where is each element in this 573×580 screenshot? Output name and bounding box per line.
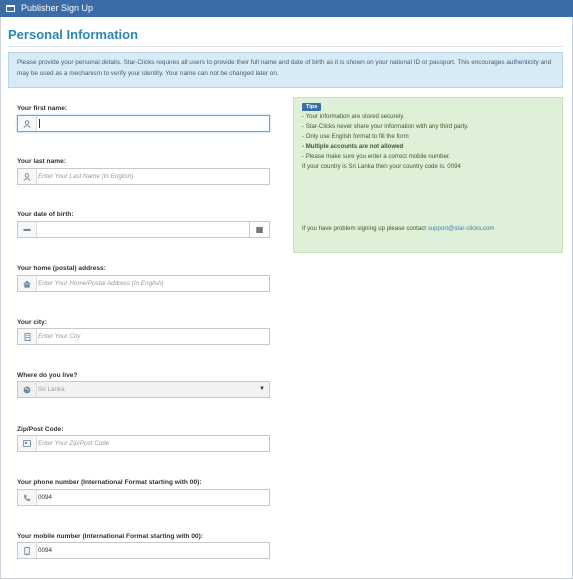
first-name-field[interactable]	[17, 115, 270, 132]
phone-field[interactable]	[17, 489, 270, 506]
city-input[interactable]: Enter Your City	[38, 333, 81, 340]
address-input[interactable]: Enter Your Home/Postal Address (In English)	[38, 280, 164, 287]
building-icon	[18, 329, 37, 344]
address-label: Your home (postal) address:	[17, 265, 106, 272]
page-title: Personal Information	[8, 27, 139, 42]
phone-label: Your phone number (International Format starting with 00):	[17, 479, 202, 486]
phone-input[interactable]: 0094	[38, 494, 53, 501]
tip-line: - Please make sure you enter a correct mobile number.	[302, 153, 451, 160]
first-name-label: Your first name:	[17, 105, 68, 112]
dob-label: Your date of birth:	[17, 211, 74, 218]
panel-titlebar	[0, 0, 573, 17]
mobile-field[interactable]	[17, 542, 270, 559]
zip-label: Zip/Post Code:	[17, 426, 64, 433]
contact-text: If you have problem signing up please contact	[302, 225, 428, 232]
tip-line: - Only use English format to fill the form	[302, 133, 409, 140]
calendar-picker-icon[interactable]: ▦	[249, 221, 270, 238]
country-select[interactable]	[17, 381, 270, 398]
dob-field[interactable]	[17, 221, 250, 238]
support-email-link[interactable]: support@star-clicks.com	[427, 225, 495, 232]
country-selected-value: Sri Lanka	[38, 386, 65, 393]
mobile-label: Your mobile number (International Format starting with 00):	[17, 533, 203, 540]
city-label: Your city:	[17, 319, 47, 326]
tip-line: - Your information are stored securely.	[302, 113, 405, 120]
id-card-icon	[18, 436, 37, 451]
address-field[interactable]	[17, 275, 270, 292]
divider	[8, 46, 564, 47]
dob-input[interactable]	[38, 222, 247, 237]
last-name-label: Your last name:	[17, 158, 66, 165]
tip-line: - Multiple accounts are not allowed	[302, 143, 404, 150]
city-field[interactable]	[17, 328, 270, 345]
mobile-icon	[18, 543, 37, 558]
tip-line: - Star-Clicks never share your information with any third party.	[302, 123, 469, 130]
zip-field[interactable]	[17, 435, 270, 452]
user-icon	[18, 116, 37, 131]
country-label: Where do you live?	[17, 372, 78, 379]
text-cursor	[39, 119, 40, 128]
user-icon	[18, 169, 37, 184]
globe-icon	[18, 382, 37, 397]
panel-title: Publisher Sign Up	[21, 3, 94, 13]
mobile-input[interactable]: 0094	[38, 547, 53, 554]
calendar-icon: ▬	[18, 222, 37, 237]
info-notice: Please provide your personal details. Star-Clicks requires all users to provide their full name and date of birth as it is shown on your national ID or passport. This encourages authenticity and may be used as a mechanism to verify your identity. Your name can not be changed later on.	[8, 52, 563, 88]
contact-line	[302, 224, 495, 234]
last-name-field[interactable]	[17, 168, 270, 185]
home-icon	[18, 276, 37, 291]
chevron-down-icon[interactable]: ▼	[259, 386, 265, 392]
phone-icon	[18, 490, 37, 505]
tips-badge: Tips	[302, 103, 321, 111]
tips-panel	[293, 97, 563, 253]
last-name-input[interactable]: Enter Your Last Name (In English)	[38, 173, 134, 180]
zip-input[interactable]: Enter Your Zip/Post Code	[38, 440, 110, 447]
window-icon	[6, 5, 15, 12]
tip-line: If your country is Sri Lanka then your country code is: 0094	[302, 163, 461, 170]
